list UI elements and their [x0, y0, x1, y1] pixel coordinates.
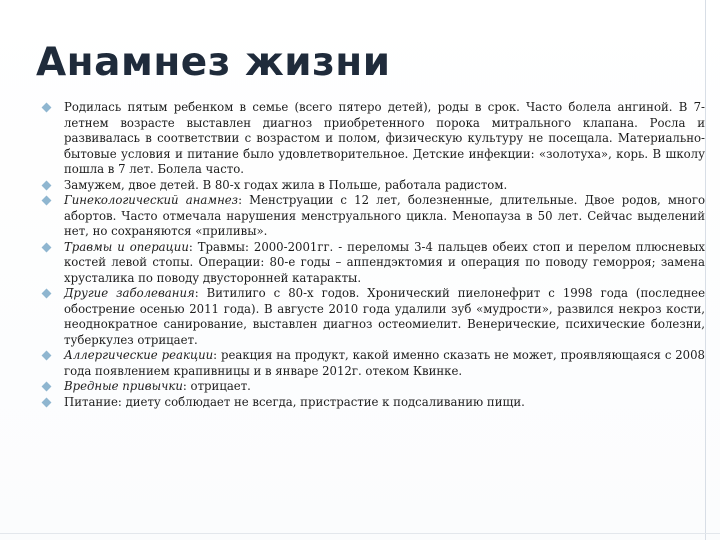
list-item — [40, 193, 705, 240]
item-lead: Гинекологический анамнез — [64, 193, 239, 207]
slide-title: Анамнез жизни — [36, 40, 391, 85]
item-lead: Травмы и операции — [64, 239, 189, 254]
list-item — [40, 348, 705, 379]
item-lead: Вредные привычки — [64, 379, 183, 393]
list-item — [40, 100, 705, 178]
item-text: : отрицает. — [182, 379, 251, 393]
item-text: Замужем, двое детей. В 80-х годах жила в Польше, работала радистом. — [64, 177, 508, 192]
decorative-rule — [0, 533, 720, 534]
bullet-icon — [42, 180, 52, 190]
item-text: Питание: диету соблюдает не всегда, пристрастие к подсаливанию пищи. — [64, 394, 525, 409]
decorative-rule — [705, 0, 706, 540]
bullet-icon — [42, 242, 52, 252]
item-text: : Травмы: 2000-2001гг. - переломы 3-4 пальцев обеих стоп и перелом плюсневых костей левой стопы. Операции: 80-е годы – аппендэктомия и операция по поводу геморроя; замена хрусталика по поводу двусторонней катаракты. — [64, 239, 705, 285]
item-lead: Аллергические реакции — [64, 348, 214, 362]
item-text: : Менструации с 12 лет, болезненные, длительные. Двое родов, много абортов. Часто отмечала нарушения менструального цикла. Менопауза в 50 лет. Сейчас выделений нет, но сохраняются «приливы». — [64, 193, 706, 238]
bullet-icon — [42, 351, 52, 361]
list-item — [40, 395, 705, 411]
list-item — [40, 286, 705, 348]
bullet-icon — [42, 196, 52, 206]
list-item — [40, 178, 705, 194]
list-item — [40, 379, 705, 395]
bullet-icon — [42, 397, 52, 407]
item-text: : Витилиго с 80-х годов. Хронический пиелонефрит с 1998 года (последнее обострение осенью 2011 года). В августе 2010 года удалили зуб «мудрости», развился некроз кости, неоднократное санирование, выставлен диагноз остеомиелит. Венерические, психические болезни, туберкулез отрицает. — [64, 286, 705, 347]
item-lead: Другие заболевания — [64, 286, 195, 300]
item-text: : реакция на продукт, какой именно сказать не может, проявляющаяся с 2008 года появлением крапивницы и в январе 2012г. отеком Квинке. — [64, 348, 705, 378]
bullet-list — [40, 100, 705, 410]
item-text: Родилась пятым ребенком в семье (всего пятеро детей), роды в срок. Часто болела ангиной. В 7-летнем возрасте выставлен диагноз приобретенного порока митрального клапана. Росла и развивалась в соответствии с возрастом и полом, физическую культуру не посещала. Материально-бытовые условия и питание было удовлетворительное. Детские инфекции: «золотуха», корь. В школу пошла в 7 лет. Болела часто. — [64, 100, 705, 176]
bullet-icon — [42, 103, 52, 113]
list-item — [40, 240, 705, 287]
bullet-icon — [42, 289, 52, 299]
bullet-icon — [42, 382, 52, 392]
